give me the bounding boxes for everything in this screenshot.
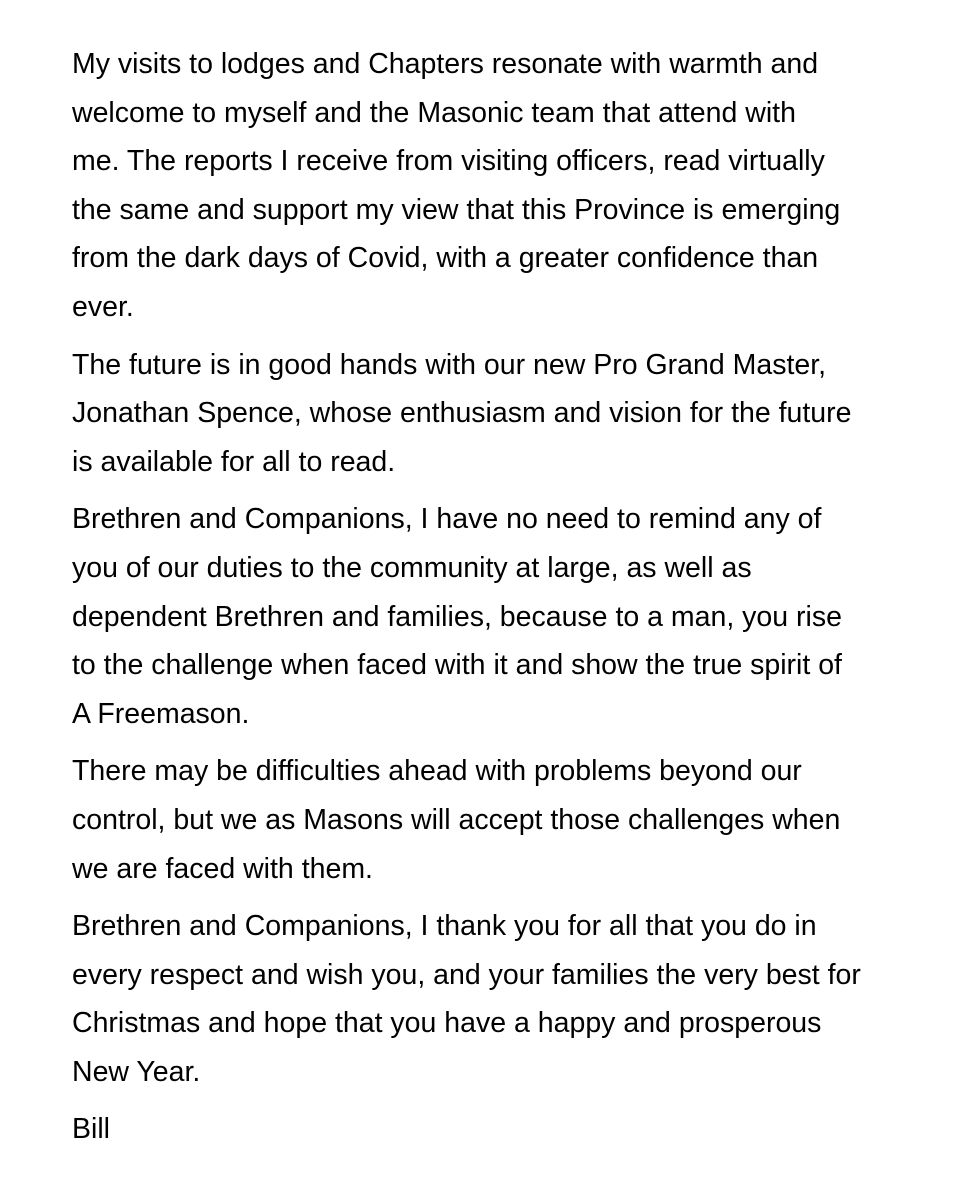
paragraph-line: dependent Brethren and families, because to a man, you rise xyxy=(72,600,842,633)
paragraph-line: Brethren and Companions, I have no need to remind any of xyxy=(72,503,822,536)
signature-name: Bill xyxy=(72,1113,111,1146)
paragraph-line: My visits to lodges and Chapters resonate with warmth and xyxy=(72,48,819,80)
paragraph-line: is available for all to read. xyxy=(72,445,396,478)
paragraph-line: control, but we as Masons will accept those challenges when xyxy=(72,803,841,836)
paragraph-line: welcome to myself and the Masonic team that attend with xyxy=(72,96,796,129)
paragraph-line: every respect and wish you, and your families the very best for xyxy=(72,958,861,991)
paragraph-difficulties xyxy=(72,747,932,893)
paragraph-line: to the challenge when faced with it and show the true spirit of xyxy=(72,649,842,682)
paragraph-line: we are faced with them. xyxy=(72,852,373,885)
paragraph-visits xyxy=(72,40,932,332)
paragraph-line: the same and support my view that this Province is emerging xyxy=(72,193,841,226)
signature xyxy=(72,1105,932,1154)
paragraph-line: ever. xyxy=(72,290,134,323)
paragraph-duties xyxy=(72,495,932,738)
paragraph-line: from the dark days of Covid, with a greater confidence than xyxy=(72,242,819,275)
paragraph-line: New Year. xyxy=(72,1055,201,1088)
paragraph-thanks xyxy=(72,902,932,1096)
paragraph-line: There may be difficulties ahead with problems beyond our xyxy=(72,755,802,788)
paragraph-line: Jonathan Spence, whose enthusiasm and vision for the future xyxy=(72,397,852,430)
paragraph-line: A Freemason. xyxy=(72,697,250,730)
paragraph-line: Christmas and hope that you have a happy and prosperous xyxy=(72,1007,822,1040)
paragraph-line: The future is in good hands with our new Pro Grand Master, xyxy=(72,348,827,381)
letter-body xyxy=(72,40,932,1154)
paragraph-future xyxy=(72,341,932,487)
paragraph-line: Brethren and Companions, I thank you for all that you do in xyxy=(72,910,817,943)
paragraph-line: me. The reports I receive from visiting officers, read virtually xyxy=(72,145,825,178)
paragraph-line: you of our duties to the community at large, as well as xyxy=(72,551,752,584)
